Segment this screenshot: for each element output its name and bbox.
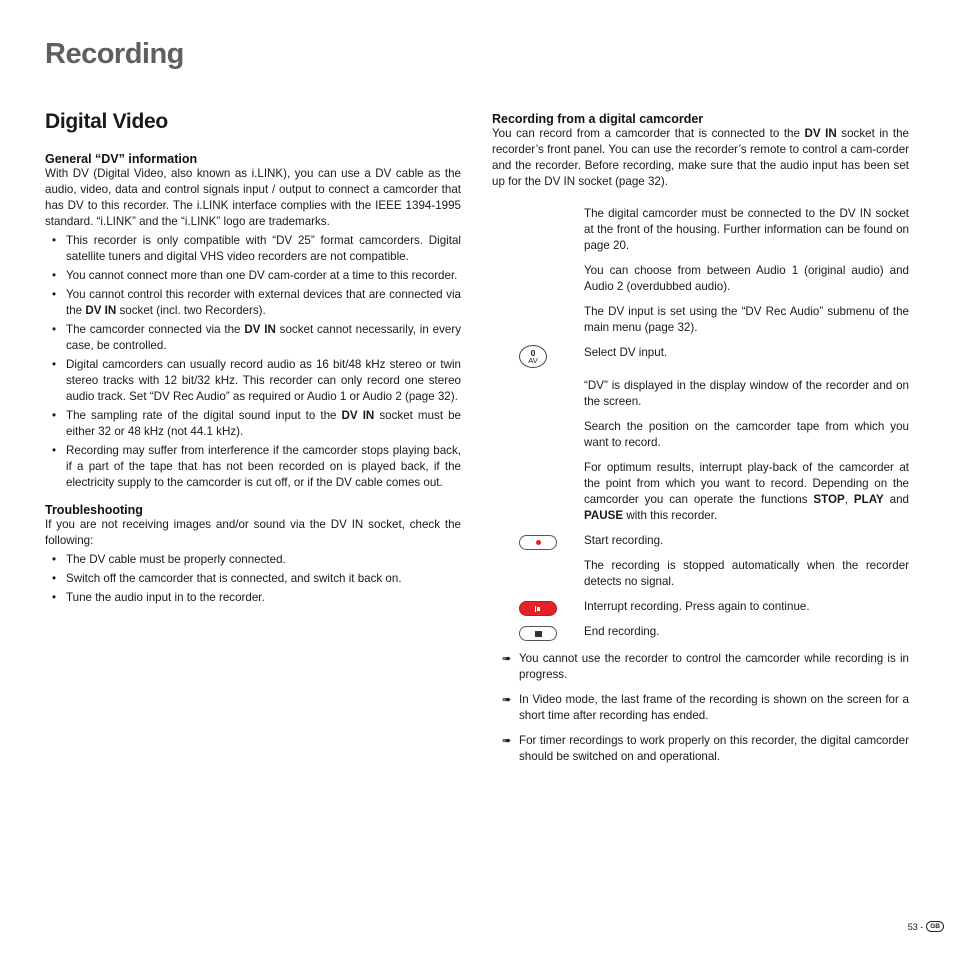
recording-camcorder-title: Recording from a digital camcorder [492, 112, 704, 126]
list-item: • The camcorder connected via the DV IN socket cannot necessarily, in every case, be controlled. [45, 322, 461, 354]
note-item: ➠ You cannot use the recorder to control the camcorder while recording is in progress. [502, 652, 909, 681]
gb-badge: GB [926, 921, 944, 932]
left-column [45, 110, 461, 609]
troubleshooting-bullets [45, 552, 461, 606]
general-dv-intro: With DV (Digital Video, also known as i.LINK), you can use a DV cable as the audio, video, data and control signals input / output to connect a camcorder that has DV to this recorder. The i.LINK interface complies with the IEEE 1394-1995 standard. “i.LINK” and the “i.LINK” logo are trademarks. [45, 167, 461, 228]
troubleshooting-intro: If you are not receiving images and/or sound via the DV IN socket, check the following: [45, 518, 461, 547]
arrow-note-icon: ➠ [502, 735, 512, 747]
step-row: The digital camcorder must be connected to the DV IN socket at the front of the housing. Further information can be found on page 20. [584, 207, 909, 252]
step-row: End recording. [492, 624, 909, 640]
av-button-icon: 0 AV [519, 345, 547, 368]
step-row: For optimum results, interrupt play-back of the camcorder at the point from which you want to record. Depending on the camcorder you can operate the functions STOP, PLAY and PAUSE with this recorder. [584, 461, 909, 522]
step-row: 0 AV Select DV input. [492, 345, 909, 369]
general-dv-title: General “DV” information [45, 152, 198, 166]
step-row: The DV input is set using the “DV Rec Audio” submenu of the main menu (page 32). [584, 305, 909, 334]
general-dv-bullets [45, 233, 461, 491]
arrow-note-icon: ➠ [502, 653, 512, 665]
list-item: • You cannot control this recorder with external devices that are connected via the DV IN socket (incl. two Recorders). [45, 287, 461, 319]
troubleshooting-title: Troubleshooting [45, 503, 143, 517]
list-item: • Digital camcorders can usually record audio as 16 bit/48 kHz stereo or twin stereo tracks with 12 bit/32 kHz. This recorder can only record one stereo audio track. Set “DV Rec Audio” as required or Audio 1 or Audio 2 (page 32). [45, 357, 461, 405]
list-item: • You cannot connect more than one DV cam-corder at a time to this recorder. [45, 268, 461, 284]
step-row: Interrupt recording. Press again to continue. [492, 599, 909, 615]
list-item: • Recording may suffer from interference if the camcorder stops playing back, if a part of the tape that has not been recorded on is played back, if the electricity supply to the camcorder is cut off, or if the DV cable comes out. [45, 443, 461, 491]
step-row: Search the position on the camcorder tape from which you want to record. [584, 420, 909, 449]
record-button-icon [519, 535, 557, 550]
step-row: “DV” is displayed in the display window of the recorder and on the screen. [584, 379, 909, 408]
list-item: • Switch off the camcorder that is connected, and switch it back on. [45, 571, 461, 587]
recording-camcorder-intro: You can record from a camcorder that is connected to the DV IN socket in the recorder’s front panel. You can use the recorder’s remote to control a cam-corder and the recorder. Before recording, make sure that the audio input has been set up for the DV IN socket (page 32). [492, 127, 910, 188]
step-row: The recording is stopped automatically when the recorder detects no signal. [584, 559, 909, 588]
note-item: ➠ For timer recordings to work properly on this recorder, the digital camcorder should be switched on and operational. [502, 734, 909, 763]
right-column [492, 112, 909, 774]
arrow-note-icon: ➠ [502, 694, 512, 706]
page-number: 53 - [907, 921, 924, 932]
page-footer [908, 921, 944, 932]
section-title-digital-video: Digital Video [45, 110, 168, 133]
list-item: • This recorder is only compatible with “DV 25” format camcorders. Digital satellite tuners and digital VHS video recorders are not compatible. [45, 233, 461, 265]
list-item: • Tune the audio input in to the recorder. [45, 590, 461, 606]
step-row: Start recording. [492, 533, 909, 549]
stop-button-icon [519, 626, 557, 641]
page-title: Recording [45, 38, 184, 70]
list-item: • The DV cable must be properly connected. [45, 552, 461, 568]
list-item: • The sampling rate of the digital sound input to the DV IN socket must be either 32 or 48 kHz (not 44.1 kHz). [45, 408, 461, 440]
step-row: You can choose from between Audio 1 (original audio) and Audio 2 (overdubbed audio). [584, 264, 909, 293]
pause-button-icon [519, 601, 557, 616]
note-item: ➠ In Video mode, the last frame of the recording is shown on the screen for a short time after recording has ended. [502, 693, 909, 722]
